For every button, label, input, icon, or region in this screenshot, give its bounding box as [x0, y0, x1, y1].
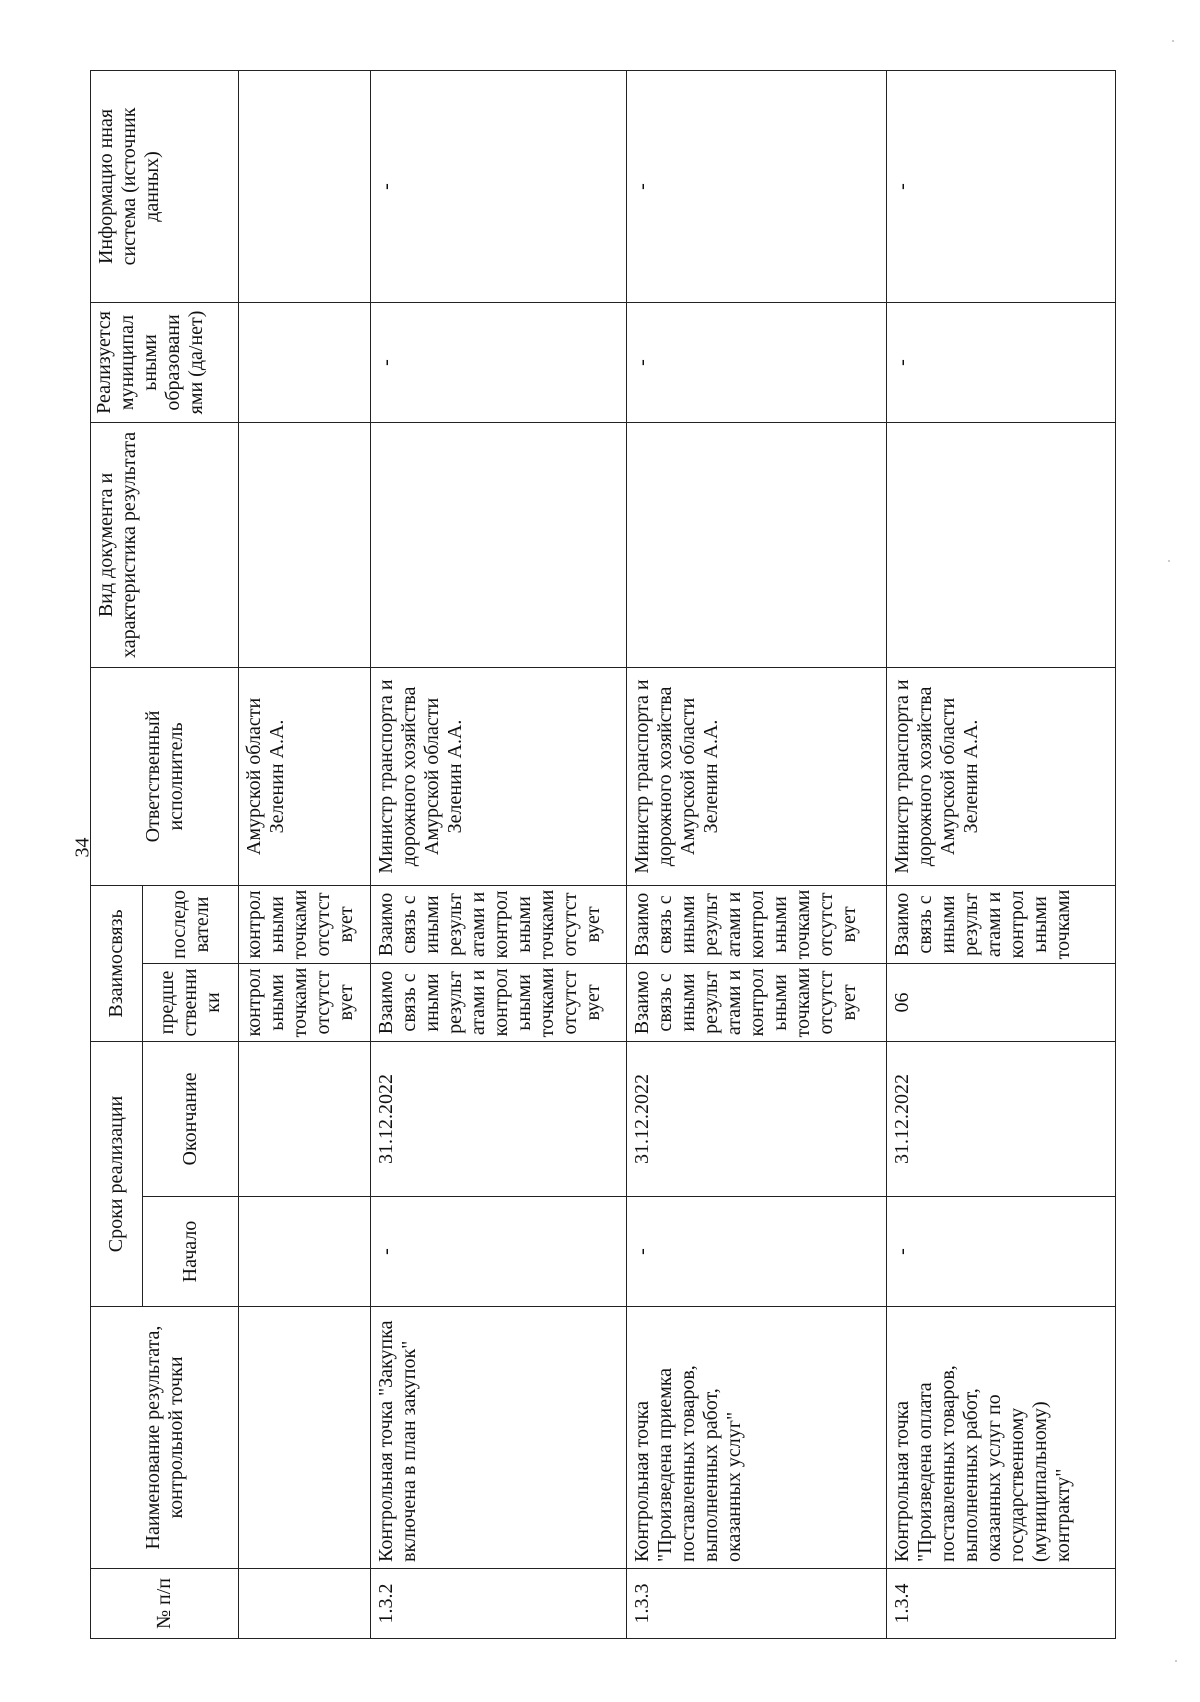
- cell-num: [239, 1569, 371, 1639]
- cell-name: Контрольная точка "Произведена приемка поставленных товаров, выполненных работ, оказанных услуг": [627, 1307, 887, 1569]
- cell-municipal: -: [887, 302, 1116, 422]
- cell-predecessors: Взаимо связь с иными результ атами и контрол ьными точками отсутст вует: [371, 963, 627, 1041]
- cell-start: -: [627, 1197, 887, 1307]
- cell-end: [239, 1041, 371, 1196]
- cell-start: -: [371, 1197, 627, 1307]
- cell-successors: Взаимо связь с иными результ атами и контрол ьными точками: [887, 885, 1116, 963]
- cell-info: -: [371, 70, 627, 302]
- cell-num: 1.3.2: [371, 1569, 627, 1639]
- header-info: Информацио нная система (источник данных): [91, 70, 239, 302]
- header-end: Окончание: [143, 1041, 239, 1196]
- cell-info: -: [627, 70, 887, 302]
- cell-successors: контрол ьными точками отсутст вует: [239, 885, 371, 963]
- cell-start: [239, 1197, 371, 1307]
- cell-responsible: Министр транспорта и дорожного хозяйства Амурской области Зеленин А.А.: [887, 667, 1116, 885]
- scan-speck: [1168, 560, 1170, 562]
- cell-municipal: -: [627, 302, 887, 422]
- header-name: Наименование результата, контрольной точки: [91, 1307, 239, 1569]
- cell-end: 31.12.2022: [887, 1041, 1116, 1196]
- cell-responsible: Министр транспорта и дорожного хозяйства Амурской области Зеленин А.А.: [627, 667, 887, 885]
- cell-responsible: Министр транспорта и дорожного хозяйства Амурской области Зеленин А.А.: [371, 667, 627, 885]
- table-row: [371, 70, 627, 1638]
- cell-predecessors: контрол ьными точками отсутст вует: [239, 963, 371, 1041]
- cell-doc: [371, 422, 627, 667]
- header-num: № п/п: [91, 1569, 239, 1639]
- header-relation: Взаимосвязь: [91, 885, 143, 1041]
- cell-doc: [887, 422, 1116, 667]
- cell-start: -: [887, 1197, 1116, 1307]
- cell-doc: [627, 422, 887, 667]
- header-predecessors: предше ственни ки: [143, 963, 239, 1041]
- cell-end: 31.12.2022: [371, 1041, 627, 1196]
- cell-name: Контрольная точка "Произведена оплата поставленных товаров, выполненных работ, оказанных услуг по государственному (муниципальному) контракту": [887, 1307, 1116, 1569]
- table-row: [887, 70, 1116, 1638]
- header-terms: Сроки реализации: [91, 1041, 143, 1306]
- cell-municipal: -: [371, 302, 627, 422]
- cell-end: 31.12.2022: [627, 1041, 887, 1196]
- cell-name: Контрольная точка "Закупка включена в план закупок": [371, 1307, 627, 1569]
- header-responsible: Ответственный исполнитель: [91, 667, 239, 885]
- scan-speck: [1175, 1660, 1177, 1662]
- cell-predecessors: 06: [887, 963, 1116, 1041]
- cell-successors: Взаимо связь с иными результ атами и контрол ьными точками отсутст вует: [627, 885, 887, 963]
- control-points-table: [90, 70, 1116, 1639]
- cell-doc: [239, 422, 371, 667]
- cell-num: 1.3.4: [887, 1569, 1116, 1639]
- header-successors: последо ватели: [143, 885, 239, 963]
- cell-num: 1.3.3: [627, 1569, 887, 1639]
- header-municipal: Реализуется муниципал ьными образовани ями (да/нет): [91, 302, 239, 422]
- cell-name: [239, 1307, 371, 1569]
- header-start: Начало: [143, 1197, 239, 1307]
- cell-info: -: [887, 70, 1116, 302]
- cell-responsible: Амурской области Зеленин А.А.: [239, 667, 371, 885]
- header-doc: Вид документа и характеристика результата: [91, 422, 239, 667]
- table-row: [239, 70, 371, 1638]
- page-number: 34: [71, 837, 94, 858]
- scan-speck: [1172, 40, 1174, 42]
- cell-predecessors: Взаимо связь с иными результ атами и контрол ьными точками отсутст вует: [627, 963, 887, 1041]
- table-row: [627, 70, 887, 1638]
- cell-info: [239, 70, 371, 302]
- cell-successors: Взаимо связь с иными результ атами и контрол ьными точками отсутст вует: [371, 885, 627, 963]
- cell-municipal: [239, 302, 371, 422]
- rotated-table-container: [90, 71, 1115, 1639]
